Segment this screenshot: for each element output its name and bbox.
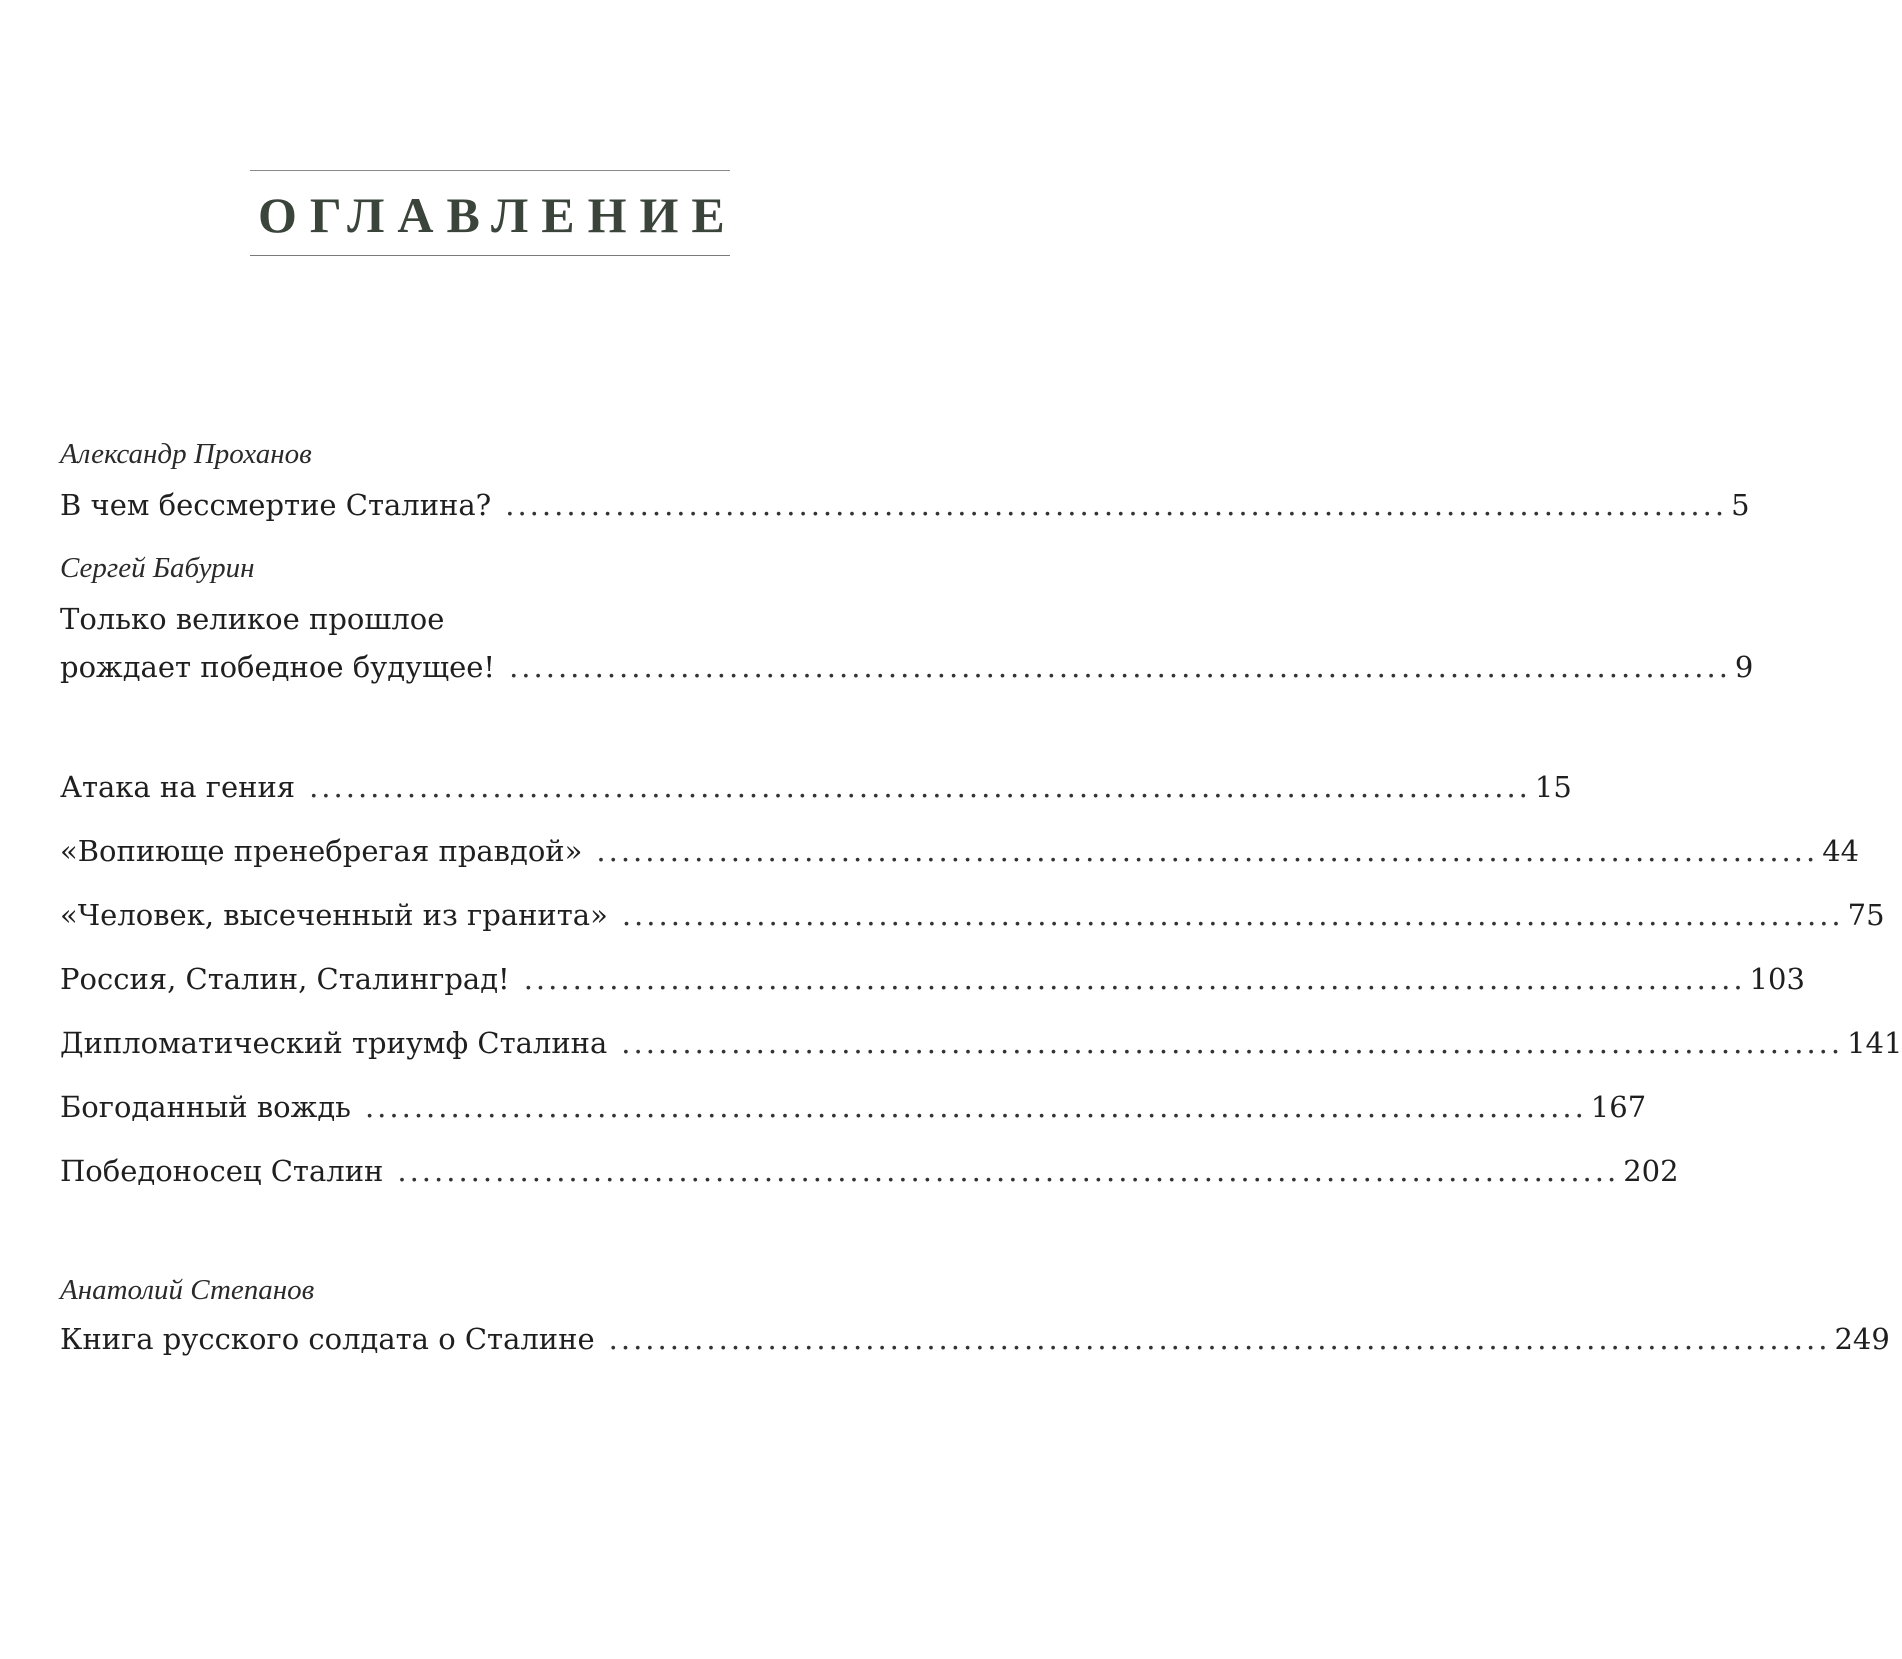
entry-page: 5 [1731,488,1750,522]
toc-entry [60,488,1750,522]
toc-entry [60,1274,938,1307]
leader-dots: .................................................................................................... [608,1322,1831,1356]
entry-page: 9 [1734,650,1754,684]
toc-line [60,1322,1890,1356]
toc-entry [60,1154,1679,1188]
entry-author: Сергей Бабурин [60,552,255,584]
toc-entry [60,898,1885,932]
toc-line [60,898,1885,932]
entry-title: Книга русского солдата о Сталине [60,1322,595,1356]
toc-header [245,170,738,256]
entry-title: В чем бессмертие Сталина? [60,488,492,522]
entry-title: Дипломатический триумф Сталина [60,1026,608,1060]
leader-dots: .................................................................................................... [505,488,1728,522]
toc-entry [60,1090,1647,1124]
leader-dots: .................................................................................................... [523,962,1746,996]
top-rule [250,170,730,171]
toc-entry [60,438,938,471]
toc-entry [60,1322,1890,1356]
bottom-rule [250,255,730,256]
toc-line [60,1154,1679,1188]
toc-line [60,770,1572,804]
entry-page: 167 [1590,1090,1647,1124]
entry-page: 15 [1534,770,1572,804]
leader-dots: .................................................................................................... [309,770,1531,804]
leader-dots: .................................................................................................... [397,1154,1620,1188]
leader-dots: .................................................................................................... [596,834,1819,868]
toc-line [60,488,1750,522]
leader-dots: .................................................................................................... [364,1090,1587,1124]
entry-page: 75 [1847,898,1885,932]
entry-title-line: Только великое прошлое [60,602,445,636]
entry-title: рождает победное будущее! [60,650,496,684]
toc-entry [60,552,938,585]
toc-entry [60,770,1572,804]
entry-page: 141 [1847,1026,1902,1060]
entry-title: «Человек, высеченный из гранита» [60,898,608,932]
entry-page: 44 [1822,834,1860,868]
toc-line [60,962,1805,996]
entry-title: Богоданный вождь [60,1090,351,1124]
toc-line [60,834,1860,868]
entry-page: 202 [1623,1154,1679,1188]
entry-title: Атака на гения [60,770,296,804]
toc-entry [60,834,1860,868]
toc-entry [60,602,938,636]
toc-line [60,1026,1902,1060]
leader-dots: .................................................................................................... [621,898,1844,932]
entry-page: 103 [1749,962,1805,996]
entry-author: Александр Проханов [60,438,312,470]
leader-dots: .................................................................................................... [509,650,1731,684]
leader-dots: .................................................................................................... [621,1026,1844,1060]
toc-entry [60,650,1754,684]
toc-line [60,650,1754,684]
entry-author: Анатолий Степанов [60,1274,315,1306]
entry-page: 249 [1834,1322,1890,1356]
page-title: ОГЛАВЛЕНИЕ [258,187,738,243]
entry-title: «Вопиюще пренебрегая правдой» [60,834,583,868]
toc-entry [60,962,1805,996]
toc-entry [60,1026,1902,1060]
entry-title: Россия, Сталин, Сталинград! [60,962,510,996]
toc-line [60,1090,1647,1124]
entry-title: Победоносец Сталин [60,1154,384,1188]
